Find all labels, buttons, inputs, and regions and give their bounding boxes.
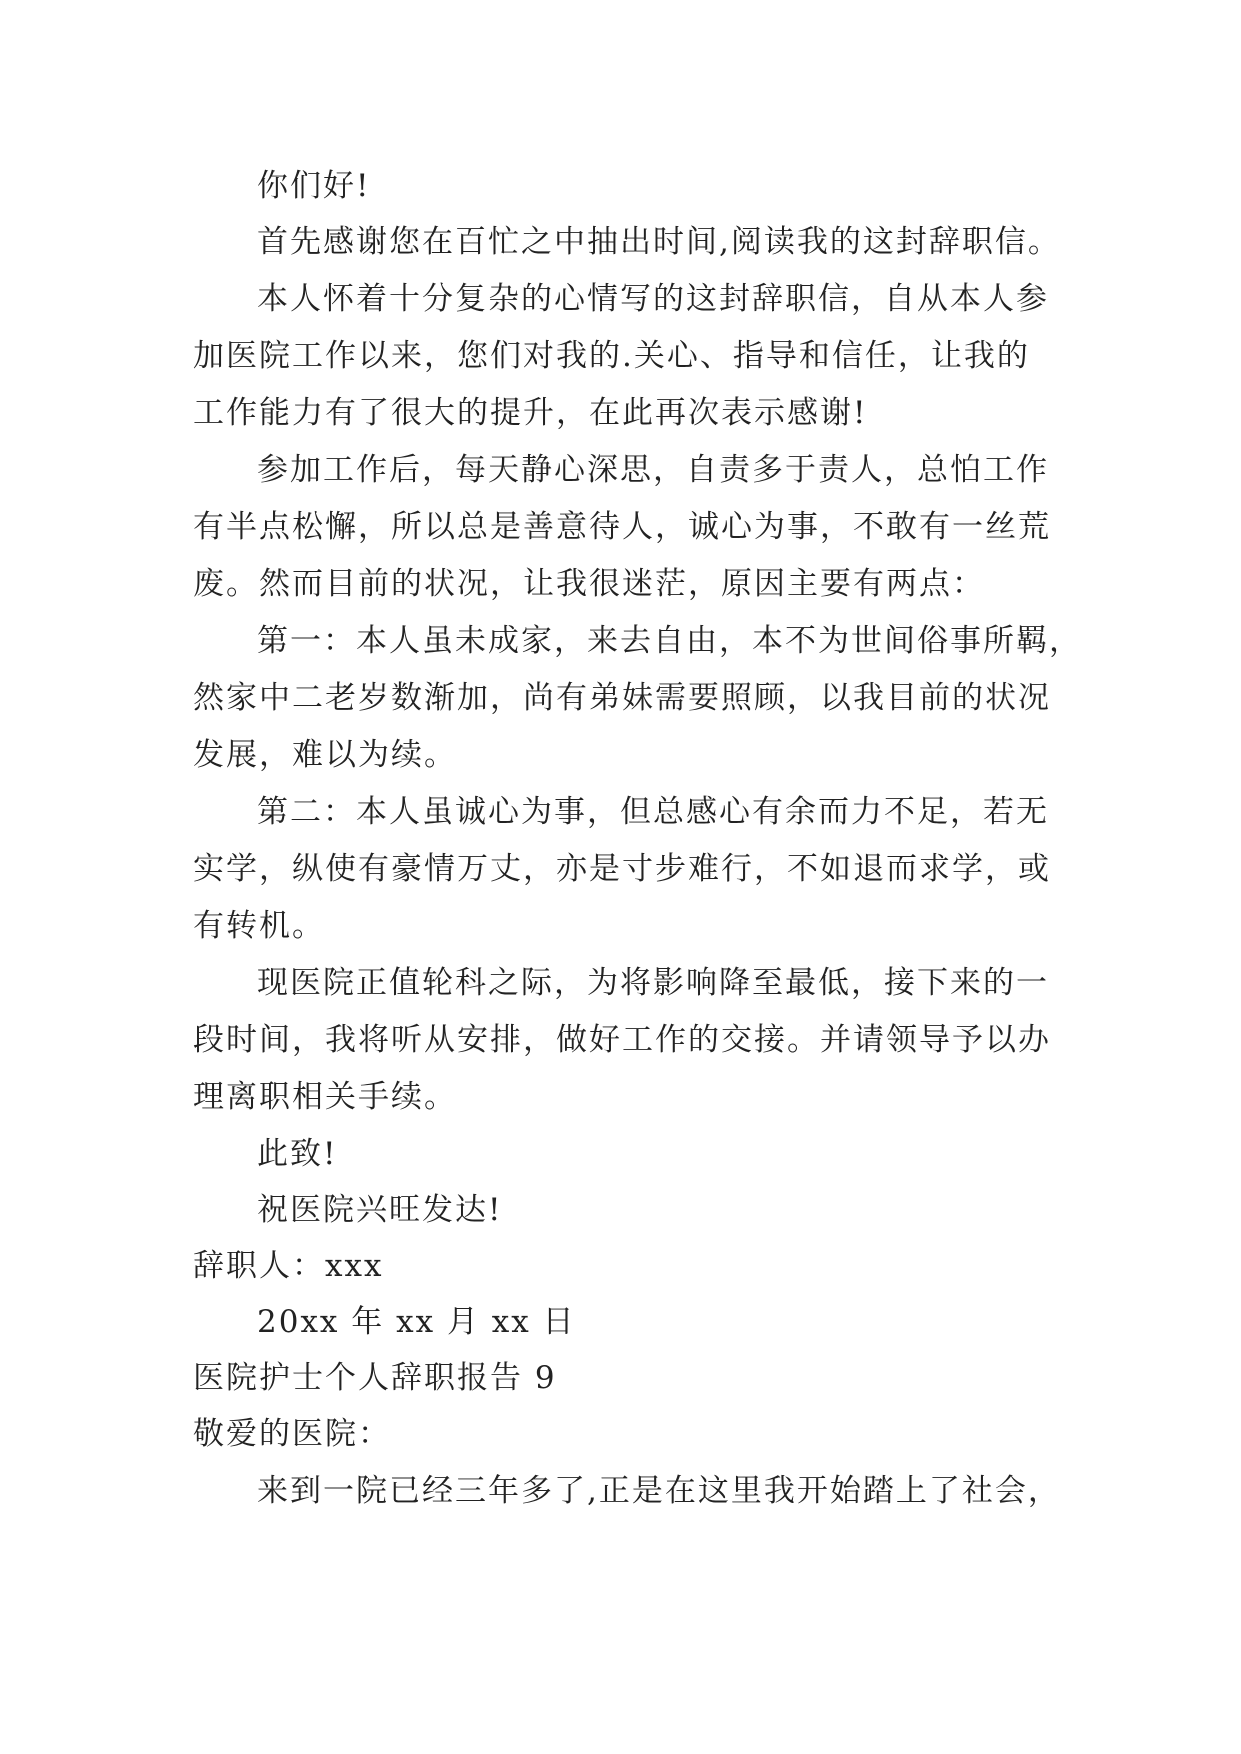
date-line: 20xx 年 xx 月 xx 日 [257, 1304, 576, 1340]
signature-line: 辞职人：xxx [193, 1248, 384, 1284]
paragraph-line: 有转机。 [193, 908, 325, 944]
greeting-line: 你们好! [257, 168, 371, 204]
paragraph-line: 来到一院已经三年多了,正是在这里我开始踏上了社会， [257, 1473, 1061, 1509]
paragraph-line: 第二：本人虽诚心为事，但总感心有余而力不足，若无 [257, 794, 1049, 830]
paragraph-line: 加医院工作以来，您们对我的.关心、指导和信任，让我的 [193, 338, 1030, 374]
paragraph-line: 理离职相关手续。 [193, 1079, 457, 1115]
paragraph-line: 第一：本人虽未成家，来去自由，本不为世间俗事所羁， [257, 623, 1082, 659]
paragraph-line: 然家中二老岁数渐加，尚有弟妹需要照顾，以我目前的状况 [193, 680, 1051, 716]
salutation-line: 敬爱的医院： [193, 1416, 391, 1452]
paragraph-line: 废。然而目前的状况，让我很迷茫，原因主要有两点： [193, 566, 985, 602]
paragraph-line: 工作能力有了很大的提升，在此再次表示感谢! [193, 395, 868, 431]
closing-wish-line: 祝医院兴旺发达! [257, 1192, 503, 1228]
paragraph-line: 发展，难以为续。 [193, 737, 457, 773]
section-title: 医院护士个人辞职报告 9 [193, 1360, 557, 1396]
paragraph-line: 本人怀着十分复杂的心情写的这封辞职信，自从本人参 [257, 281, 1049, 317]
closing-line: 此致! [257, 1136, 338, 1172]
paragraph-line: 参加工作后，每天静心深思，自责多于责人，总怕工作 [257, 452, 1049, 488]
paragraph-line: 现医院正值轮科之际，为将影响降至最低，接下来的一 [257, 965, 1049, 1001]
paragraph-line: 实学，纵使有豪情万丈，亦是寸步难行，不如退而求学，或 [193, 851, 1051, 887]
paragraph-line: 有半点松懈，所以总是善意待人，诚心为事，不敢有一丝荒 [193, 509, 1051, 545]
paragraph-line: 段时间，我将听从安排，做好工作的交接。并请领导予以办 [193, 1022, 1051, 1058]
paragraph-line: 首先感谢您在百忙之中抽出时间,阅读我的这封辞职信。 [257, 224, 1061, 260]
